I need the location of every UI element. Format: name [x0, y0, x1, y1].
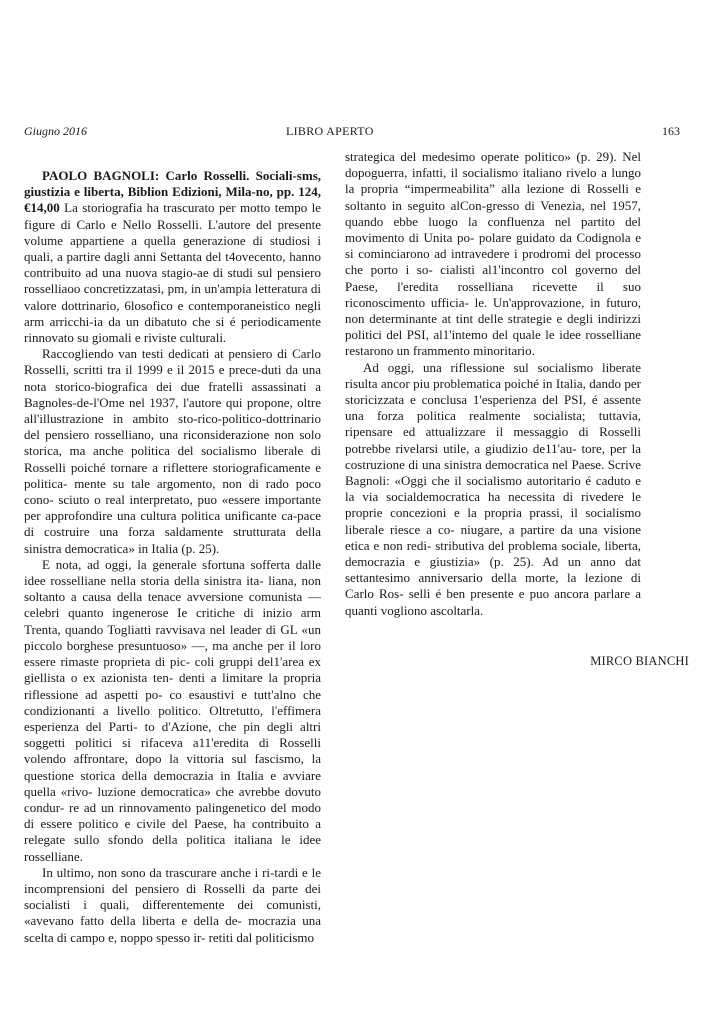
paragraph-6: Ad oggi, una riflessione sul socialismo liberate risulta ancor piu problematica poiché in Italia, dando per storicizzata e conclusa 1'esperienza del PSI, é assente una forza politica realmente socialista; tuttavia, ripensare ed attualizzare il messaggio di Rosselli potrebbe rivelarsi utile, a giudizio de11'au- tore, per la costruzione di una sinistra democratica nel Paese. Scrive Bagnoli: «Oggi che il socialismo autoritario é caduto e la via socialdemocratica ha necessita di rivedere le proprie concezioni e la propria prassi, il socialismo liberale riesce a co- niugare, a partire da una visione etica e non redi- stributiva del problema sociale, liberta, democrazia e giustizia» (p. 25). Ad un anno dat settantesimo anniversario della morte, la lezione di Carlo Ros- selli é ben presente e puo ancora parlare a quanti vogliono ascoltarla. — [345, 359, 641, 618]
header-section-title: LIBRO APERTO — [286, 124, 374, 138]
left-column — [24, 168, 321, 946]
paragraph-4: In ultimo, non sono da trascurare anche i ri-tardi e le incomprensioni del pensiero di Rosselli da parte dei socialisti i quali, differentemente dei comunisti, «avevano fatto della liberta e della de- mocrazia una scelta di campo e, noppo spesso ir- retiti dal politicismo — [24, 864, 321, 945]
paragraph-3: E nota, ad oggi, la generale sfortuna sofferta dalle idee rosselliane nella storia della sinistra ita- liana, non soltanto a causa della tenace avversione comunista — celebri quanto ingenerose Ie critiche di inizio arm Trenta, quando Togliatti ravvisava nel leader di GL «un piccolo borghese presuntuoso» —, ma anche per il loro essere rimaste proprieta di pic- coli gruppi del1'area ex giellista o ex azionista ten- denti a limitare la propria riflessione ad aspetti po- co esaustivi e tutt'alno che condizionanti a livello politico. Oltretutto, l'effimera esperienza del Parti- to d'Azione, che pin degli altri soggetti politici si rifaceva a11'eredita di Rosselli volendo affrontare, dopo la vittoria sul fascismo, la questione storica della democrazia in Italia e avviare quella «rivo- luzione democratica» che avrebbe dovuto condur- re ad un rinnovamento palingenetico del modo di essere politico e civile del Paese, ha contribuito a relegate sullo sfondo della politica italiana le idee rosselliane. — [24, 556, 321, 864]
header-date: Giugno 2016 — [24, 124, 87, 138]
header-page-number: 163 — [662, 124, 680, 138]
running-header — [24, 124, 680, 142]
author-signature: MIRCO BIANCHI — [590, 654, 689, 668]
review-heading-title: PAOLO BAGNOLI: Carlo Rosselli. Sociali-sms, giustizia e liberta, Biblion Edizioni, Mila-no, pp. 124, €14,00 — [24, 168, 321, 216]
review-intro-text: La storiografia ha trascurato per motto tempo le figure di Carlo e Nello Rosselli. L'autore del presente volume appartiene a quella generazione di studiosi i quali, a partire dagli anni Settanta del t4ovecento, hanno contribuito ad una nuova stagio-ae di studi sul pensiero rosselliaoo concretizzatasi, pm, in un'ampia letteratura di valore dottrinario, 6losofico e contemporaneistico negli arm arricchi-ia da un dibatuto che si é periodicamente rinnovato su giomali e riviste culturali. — [24, 200, 322, 346]
paragraph-2: Raccogliendo van testi dedicati at pensiero di Carlo Rosselli, scritti tra il 1999 e il 2015 e prece-duti da una nota storico-biografica dei due fratelli assassinati a Bagnoles-de-l'Ome nel 1937, l'autore qui propone, oltre all'illustrazione in ambito sto-rico-politico-dottrinario del pensiero rosselliano, una riconsiderazione non solo storica, ma anche politica del socialismo liberale di Rosselli poiché tornare a riflettere storiograficamente e politica- mente su tale argomento, non di rado poco cono- sciuto o real interpretato, puo «essere importante per approfondire una cultura politica unificante ca-pace di costruire una forza saldamente strutturata della sinistra democratica» in Italia (p. 25). — [24, 346, 321, 556]
paragraph-5: strategica del medesimo operate politico» (p. 29). Nel dopoguerra, infatti, il socialismo italiano rivelo a lungo la propria “impermeabilita” alla lezione di Rosselli e soltanto in seguito alCon-gresso di Venezia, nel 1957, quando ebbe luogo la confluenza nel partito del movimento di Unita po- polare guidato da Codignola e si cominciarono ad intravedere i prodromi del processo che porto i so- cialisti al1'incontro col governo del Paese, l'eredita rosselliana ricevette il suo riconoscimento ufficia- le. Un'approvazione, in futuro, non determinante at tint delle strategie e degli indirizzi politici del PSI, al1'intemo del quale le idee rosselliane restarono un frammento minoritario. — [345, 149, 641, 359]
right-column — [345, 149, 641, 619]
review-heading — [24, 168, 321, 346]
